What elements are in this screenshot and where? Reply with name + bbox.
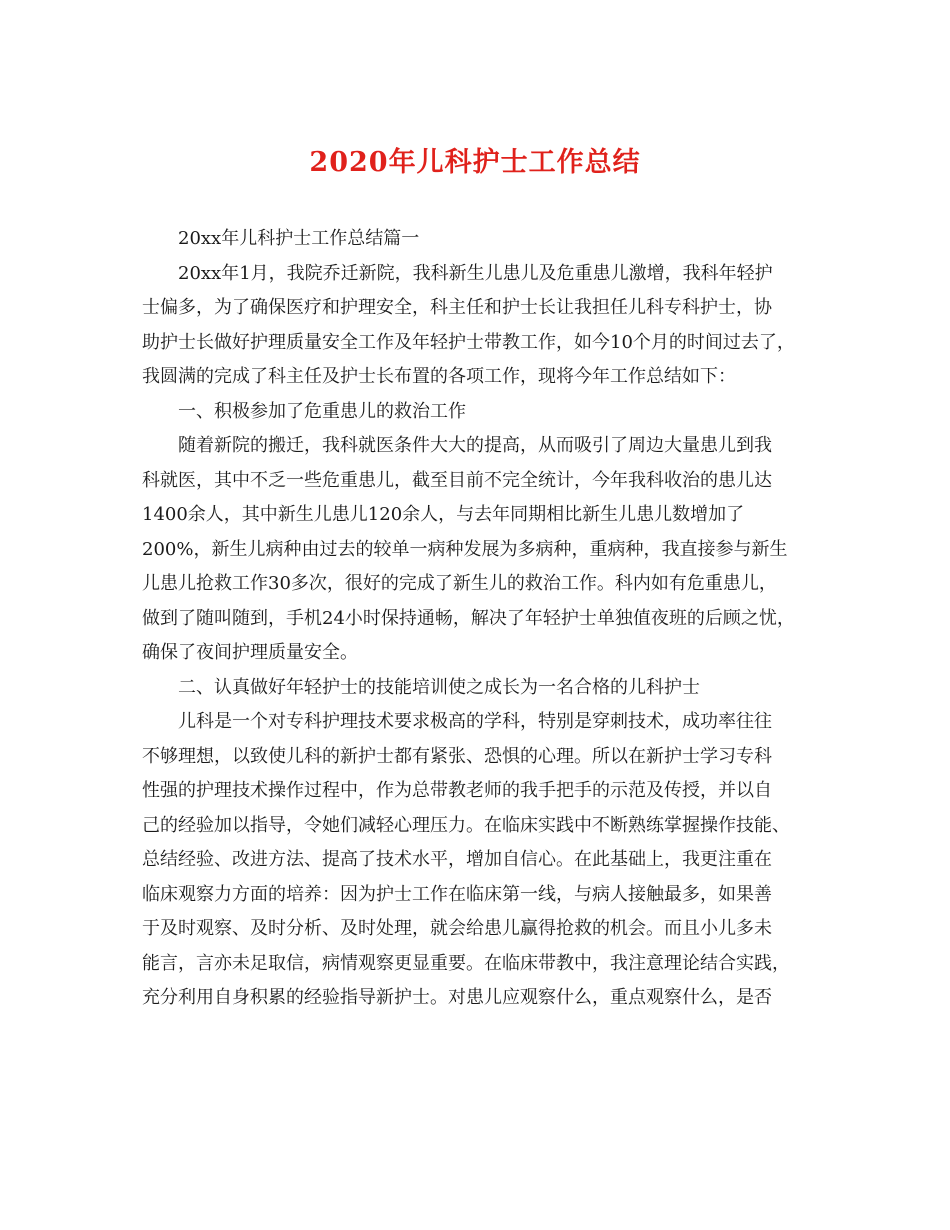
- paragraph-line: 于及时观察、及时分析、及时处理，就会给患儿赢得抢救的机会。而且小儿多未: [142, 918, 772, 939]
- paragraph-line: 充分利用自身积累的经验指导新护士。对患儿应观察什么，重点观察什么，是否: [142, 987, 772, 1008]
- paragraph-line: 随着新院的搬迁，我科就医条件大大的提高，从而吸引了周边大量患儿到我: [178, 435, 772, 456]
- paragraph-line: 儿患儿抢救工作30多次，很好的完成了新生儿的救治工作。科内如有危重患儿，: [142, 573, 777, 594]
- document-title: 2020年儿科护士工作总结: [309, 147, 641, 178]
- paragraph-line: 儿科是一个对专科护理技术要求极高的学科，特别是穿刺技术，成功率往往: [178, 711, 772, 732]
- paragraph-line: 不够理想，以致使儿科的新护士都有紧张、恐惧的心理。所以在新护士学习专科: [142, 745, 772, 767]
- section-heading: 一、积极参加了危重患儿的救治工作: [178, 400, 466, 422]
- paragraph-line: 总结经验、改进方法、提高了技术水平，增加自信心。在此基础上，我更注重在: [142, 849, 772, 870]
- paragraph-line: 做到了随叫随到，手机24小时保持通畅，解决了年轻护士单独值夜班的后顾之忧，: [142, 607, 795, 629]
- paragraph-line: 能言，言亦未足取信，病情观察更显重要。在临床带教中，我注意理论结合实践，: [142, 952, 790, 974]
- section-heading: 20xx年儿科护士工作总结篇一: [178, 228, 420, 249]
- document-body: [142, 222, 812, 1016]
- paragraph-line: 己的经验加以指导，令她们减轻心理压力。在临床实践中不断熟练掌握操作技能、: [142, 814, 790, 836]
- paragraph-line: 200%，新生儿病种由过去的较单一病种发展为多病种，重病种，我直接参与新生: [142, 538, 788, 560]
- paragraph-line: 1400余人，其中新生儿患儿120余人，与去年同期相比新生儿患儿数增加了: [142, 504, 745, 525]
- paragraph-line: 临床观察力方面的培养：因为护士工作在临床第一线，与病人接触最多，如果善: [142, 883, 772, 905]
- section-heading: 二、认真做好年轻护士的技能培训使之成长为一名合格的儿科护士: [178, 676, 700, 698]
- paragraph-line: 我圆满的完成了科主任及护士长布置的各项工作，现将今年工作总结如下：: [142, 366, 736, 387]
- paragraph-line: 士偏多，为了确保医疗和护理安全，科主任和护士长让我担任儿科专科护士，协: [142, 297, 772, 318]
- paragraph-line: 科就医，其中不乏一些危重患儿，截至目前不完全统计，今年我科收治的患儿达: [142, 469, 772, 491]
- paragraph-line: 确保了夜间护理质量安全。: [142, 642, 358, 663]
- paragraph-line: 性强的护理技术操作过程中，作为总带教老师的我手把手的示范及传授，并以自: [142, 780, 772, 801]
- paragraph-line: 20xx年1月，我院乔迁新院，我科新生儿患儿及危重患儿激增，我科年轻护: [178, 262, 773, 284]
- paragraph-line: 助护士长做好护理质量安全工作及年轻护士带教工作，如今10个月的时间过去了，: [142, 331, 795, 353]
